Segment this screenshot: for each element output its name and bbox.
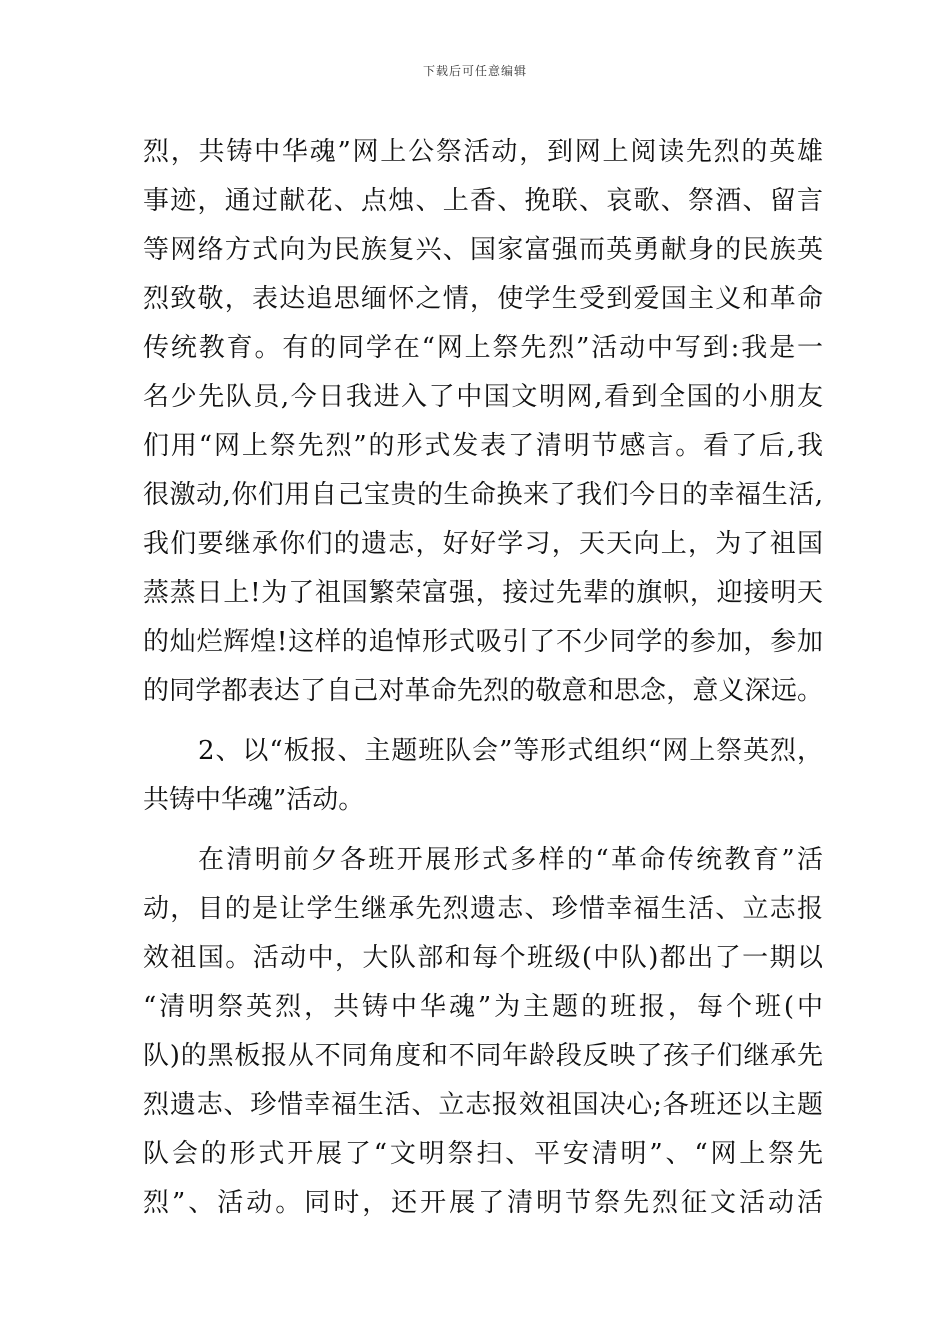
- text-line: 等网络方式向为民族复兴、国家富强而英勇献身的民族英: [143, 235, 823, 265]
- body-text: [143, 128, 823, 1228]
- text-line: 们用“网上祭先烈”的形式发表了清明节感言。看了后,我: [143, 431, 823, 461]
- text-line: 烈，共铸中华魂”网上公祭活动，到网上阅读先烈的英雄: [143, 137, 823, 167]
- text-line: 效祖国。活动中，大队部和每个班级(中队)都出了一期以: [143, 943, 823, 973]
- paragraph-start-line: 2、以“板报、主题班队会”等形式组织“网上祭英烈，: [198, 736, 823, 766]
- text-line: 的灿烂辉煌!这样的追悼形式吸引了不少同学的参加，参加: [143, 627, 823, 657]
- text-line: 队会的形式开展了“文明祭扫、平安清明”、“网上祭先: [143, 1139, 823, 1169]
- page-header: 下载后可任意编辑: [422, 64, 527, 78]
- text-line: 动，目的是让学生继承先烈遗志、珍惜幸福生活、立志报: [143, 894, 823, 924]
- text-line: 事迹，通过献花、点烛、上香、挽联、哀歌、祭酒、留言: [143, 186, 823, 216]
- text-line: 很激动,你们用自己宝贵的生命换来了我们今日的幸福生活,: [143, 480, 823, 510]
- text-line: 烈”、活动。同时，还开展了清明节祭先烈征文活动活: [143, 1188, 823, 1218]
- text-line: “清明祭英烈，共铸中华魂”为主题的班报，每个班(中: [143, 992, 823, 1022]
- text-line: 我们要继承你们的遗志，好好学习，天天向上，为了祖国: [143, 529, 823, 559]
- text-line: 烈遗志、珍惜幸福生活、立志报效祖国决心;各班还以主题: [143, 1090, 823, 1120]
- paragraph-end-line: 共铸中华魂”活动。: [143, 785, 365, 815]
- text-line: 蒸蒸日上!为了祖国繁荣富强，接过先辈的旗帜，迎接明天: [143, 578, 823, 608]
- text-line: 传统教育。有的同学在“网上祭先烈”活动中写到:我是一: [143, 333, 823, 363]
- text-line: 烈致敬，表达追思缅怀之情，使学生受到爱国主义和革命: [143, 284, 823, 314]
- text-line: 队)的黑板报从不同角度和不同年龄段反映了孩子们继承先: [143, 1041, 823, 1071]
- text-line: 名少先队员,今日我进入了中国文明网,看到全国的小朋友: [143, 382, 823, 412]
- paragraph-start-line: 在清明前夕各班开展形式多样的“革命传统教育”活: [198, 845, 823, 875]
- paragraph-end-line: 的同学都表达了自己对革命先烈的敬意和思念，意义深远。: [143, 676, 823, 706]
